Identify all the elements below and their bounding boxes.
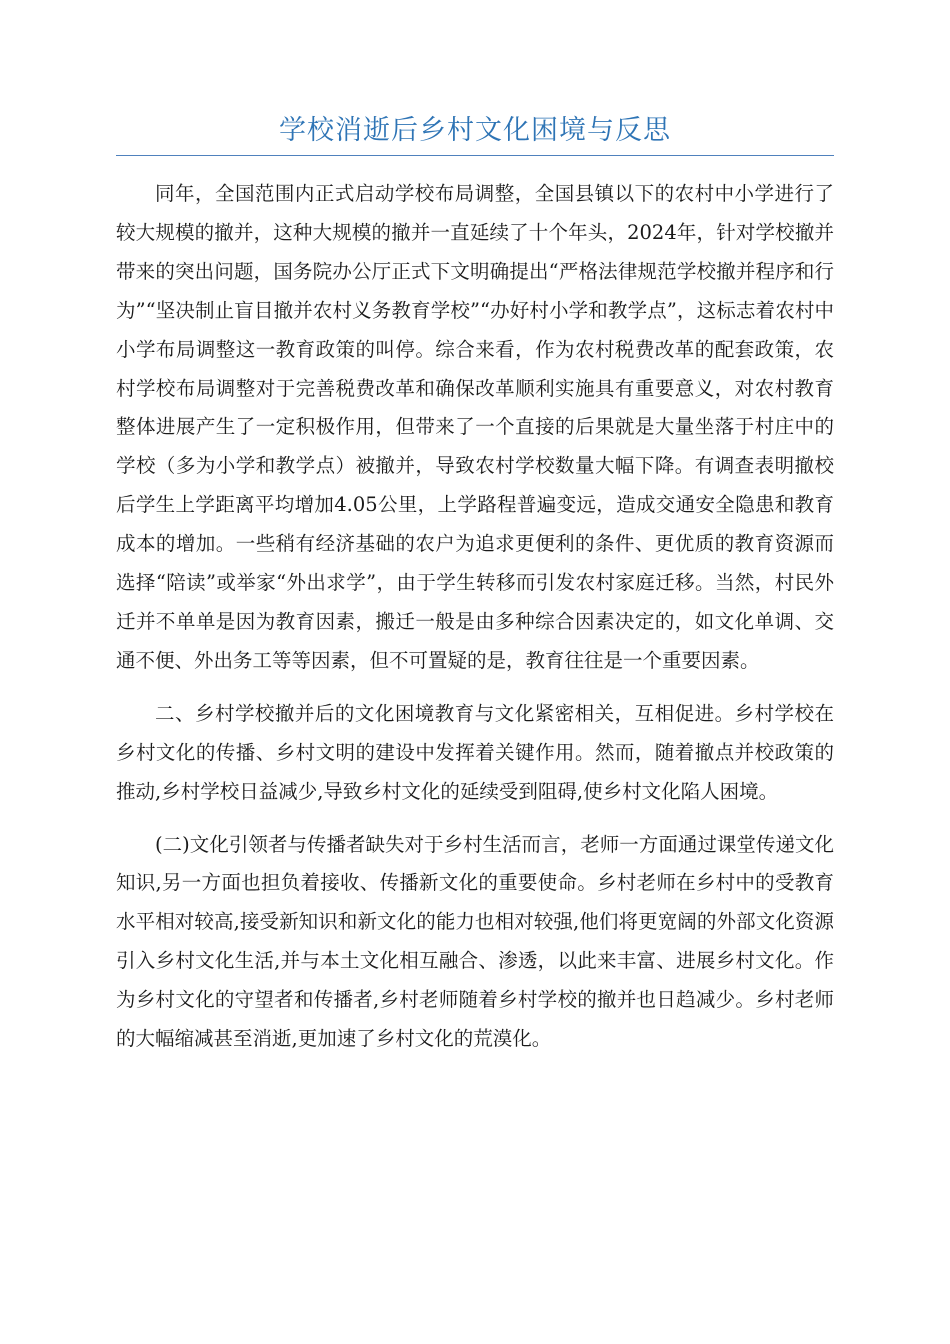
body-paragraph: (二)文化引领者与传播者缺失对于乡村生活而言，老师一方面通过课堂传递文化知识,另一方面也担负着接收、传播新文化的重要使命。乡村老师在乡村中的受教育水平相对较高,接受新知识和新文化的能力也相对较强,他们将更宽阔的外部文化资源引入乡村文化生活,并与本土文化相互融合、渗透，以此来丰富、进展乡村文化。作为乡村文化的守望者和传播者,乡村老师随着乡村学校的撤并也日趋减少。乡村老师的大幅缩减甚至消逝,更加速了乡村文化的荒漠化。 [116, 832, 834, 1051]
title-underline [116, 155, 834, 156]
body-paragraph: 同年，全国范围内正式启动学校布局调整，全国县镇以下的农村中小学进行了较大规模的撤并，这种大规模的撤并一直延续了十个年头，2024年，针对学校撤并带来的突出问题，国务院办公厅正式下文明确提出“严格法律规范学校撤并程序和行为”“坚决制止盲目撤并农村义务教育学校”“办好村小学和教学点”，这标志着农村中小学布局调整这一教育政策的叫停。综合来看，作为农村税费改革的配套政策，农村学校布局调整对于完善税费改革和确保改革顺利实施具有重要意义，对农村教育整体进展产生了一定积极作用，但带来了一个直接的后果就是大量坐落于村庄中的学校（多为小学和教学点）被撤并，导致农村学校数量大幅下降。有调查表明撤校后学生上学距离平均增加4.05公里，上学路程普遍变远，造成交通安全隐患和教育成本的增加。一些稍有经济基础的农户为追求更便利的条件、更优质的教育资源而选择“陪读”或举家“外出求学”，由于学生转移而引发农村家庭迁移。当然，村民外迁并不单单是因为教育因素，搬迁一般是由多种综合因素决定的，如文化单调、交通不便、外出务工等等因素，但不可置疑的是，教育往往是一个重要因素。 [116, 182, 834, 672]
document-title: 学校消逝后乡村文化困境与反思 [279, 115, 671, 146]
document-body [116, 175, 834, 1073]
body-paragraph: 二、乡村学校撤并后的文化困境教育与文化紧密相关，互相促进。乡村学校在乡村文化的传播、乡村文明的建设中发挥着关键作用。然而，随着撤点并校政策的推动,乡村学校日益减少,导致乡村文化的延续受到阻碍,使乡村文化陷人困境。 [116, 701, 834, 803]
